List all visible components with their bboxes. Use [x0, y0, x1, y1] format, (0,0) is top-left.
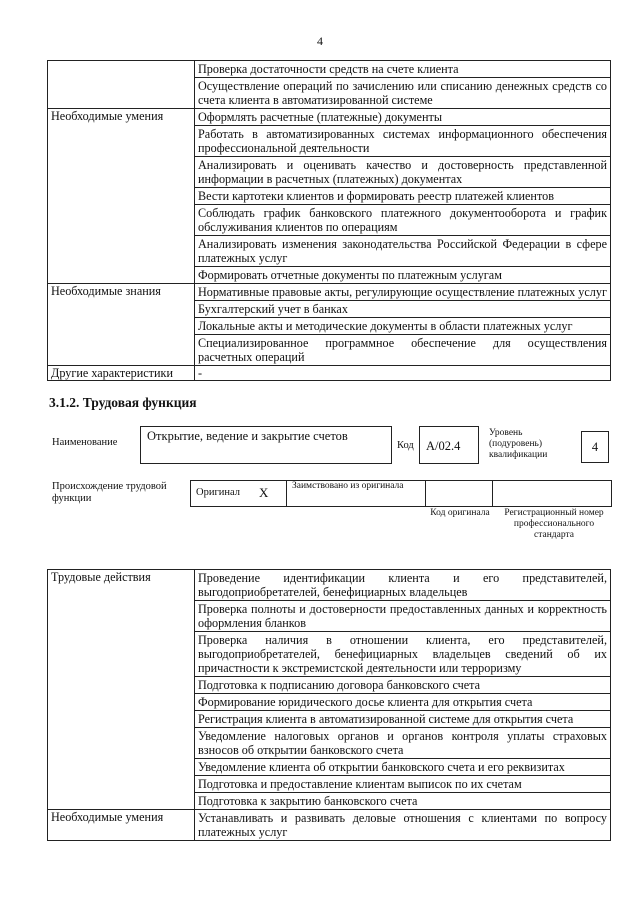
code-box [419, 426, 479, 464]
list-item: Регистрация клиента в автоматизированной системе для открытия счета [195, 711, 610, 728]
list-item: Подготовка и предоставление клиентам выписок по их счетам [195, 776, 610, 793]
list-item: Устанавливать и развивать деловые отношения с клиентами по вопросу платежных услуг [198, 811, 607, 839]
table-row [48, 61, 611, 109]
list-item: Бухгалтерский учет в банках [195, 301, 610, 318]
original-label: Оригинал [196, 487, 240, 498]
divider [492, 480, 493, 506]
list-item: Осуществление операций по зачислению или списанию денежных средств со счета клиента в автоматизированной системе [198, 79, 607, 107]
skills-knowledge-table [47, 60, 611, 381]
list-item: Анализировать изменения законодательства Российской Федерации в сфере платежных услуг [195, 236, 610, 267]
list-item: Соблюдать график банковского платежного документооборота и график обслуживания клиентов по операциям [195, 205, 610, 236]
list-item: Нормативные правовые акты, регулирующие осуществление платежных услуг [195, 284, 610, 301]
row-label: Необходимые знания [48, 284, 195, 366]
level-value: 4 [591, 440, 599, 454]
list-item: Проверка достаточности средств на счете клиента [195, 61, 610, 78]
row-label: Другие характеристики [48, 366, 195, 381]
list-item: Специализированное программное обеспечение для осуществления расчетных операций [198, 336, 607, 364]
original-mark: X [259, 485, 269, 500]
list-item: Уведомление клиента об открытии банковского счета и его реквизитах [195, 759, 610, 776]
function-name: Открытие, ведение и закрытие счетов [147, 429, 348, 443]
borrowed-label: Заимствовано из оригинала [292, 481, 404, 491]
row-label: Трудовые действия [48, 570, 195, 810]
row-items [195, 109, 611, 284]
list-item: Подготовка к подписанию договора банковского счета [195, 677, 610, 694]
list-item: Уведомление налоговых органов и органов контроля уплаты страховых взносов об открытии банковского счета [195, 728, 610, 759]
table-row [48, 284, 611, 366]
origin-label: Происхождение трудовой функции [52, 481, 167, 504]
name-box [140, 426, 392, 464]
labor-actions-table [47, 569, 611, 841]
row-items [195, 61, 611, 109]
divider [286, 480, 287, 506]
list-item: Проверка полноты и достоверности предоставленных данных и корректность оформления бланков [195, 601, 610, 632]
table-row [48, 109, 611, 284]
name-label: Наименование [52, 437, 118, 448]
list-item: Вести картотеки клиентов и формировать реестр платежей клиентов [195, 188, 610, 205]
table-row [48, 366, 611, 381]
function-code: А/02.4 [426, 439, 461, 453]
table-row [48, 570, 611, 810]
row-items [195, 570, 611, 810]
divider [425, 480, 426, 506]
row-label: Необходимые умения [48, 109, 195, 284]
list-item: Подготовка к закрытию банковского счета [198, 794, 418, 808]
code-label: Код [397, 440, 414, 451]
row-label: Необходимые умения [48, 810, 195, 841]
reg-caption: Регистрационный номер профессионального стандарта [504, 508, 604, 540]
table-row [48, 810, 611, 841]
list-item: Работать в автоматизированных системах информационного обеспечения профессиональной деятельности [195, 126, 610, 157]
level-label: Уровень (подуровень) квалификации [489, 428, 548, 460]
section-title: 3.1.2. Трудовая функция [49, 395, 197, 410]
list-item: Проверка наличия в отношении клиента, его представителей, выгодоприобретателей, бенефициарных владельцев сведений об их причастности к экстремистской деятельности или терроризму [195, 632, 610, 677]
row-label [48, 61, 195, 109]
list-item: Локальные акты и методические документы в области платежных услуг [195, 318, 610, 335]
row-items [195, 810, 611, 841]
list-item: Формировать отчетные документы по платежным услугам [198, 268, 502, 282]
list-item: Оформлять расчетные (платежные) документы [195, 109, 610, 126]
row-items [195, 284, 611, 366]
code-caption: Код оригинала [430, 508, 490, 518]
list-item: Анализировать и оценивать качество и достоверность представленной информации в расчетных (платежных) документах [195, 157, 610, 188]
list-item: Формирование юридического досье клиента для открытия счета [195, 694, 610, 711]
row-value: - [195, 366, 611, 381]
list-item: Проведение идентификации клиента и его представителей, выгодоприобретателей, бенефициарных владельцев [195, 570, 610, 601]
page-number: 4 [317, 34, 323, 48]
level-box [581, 431, 609, 463]
